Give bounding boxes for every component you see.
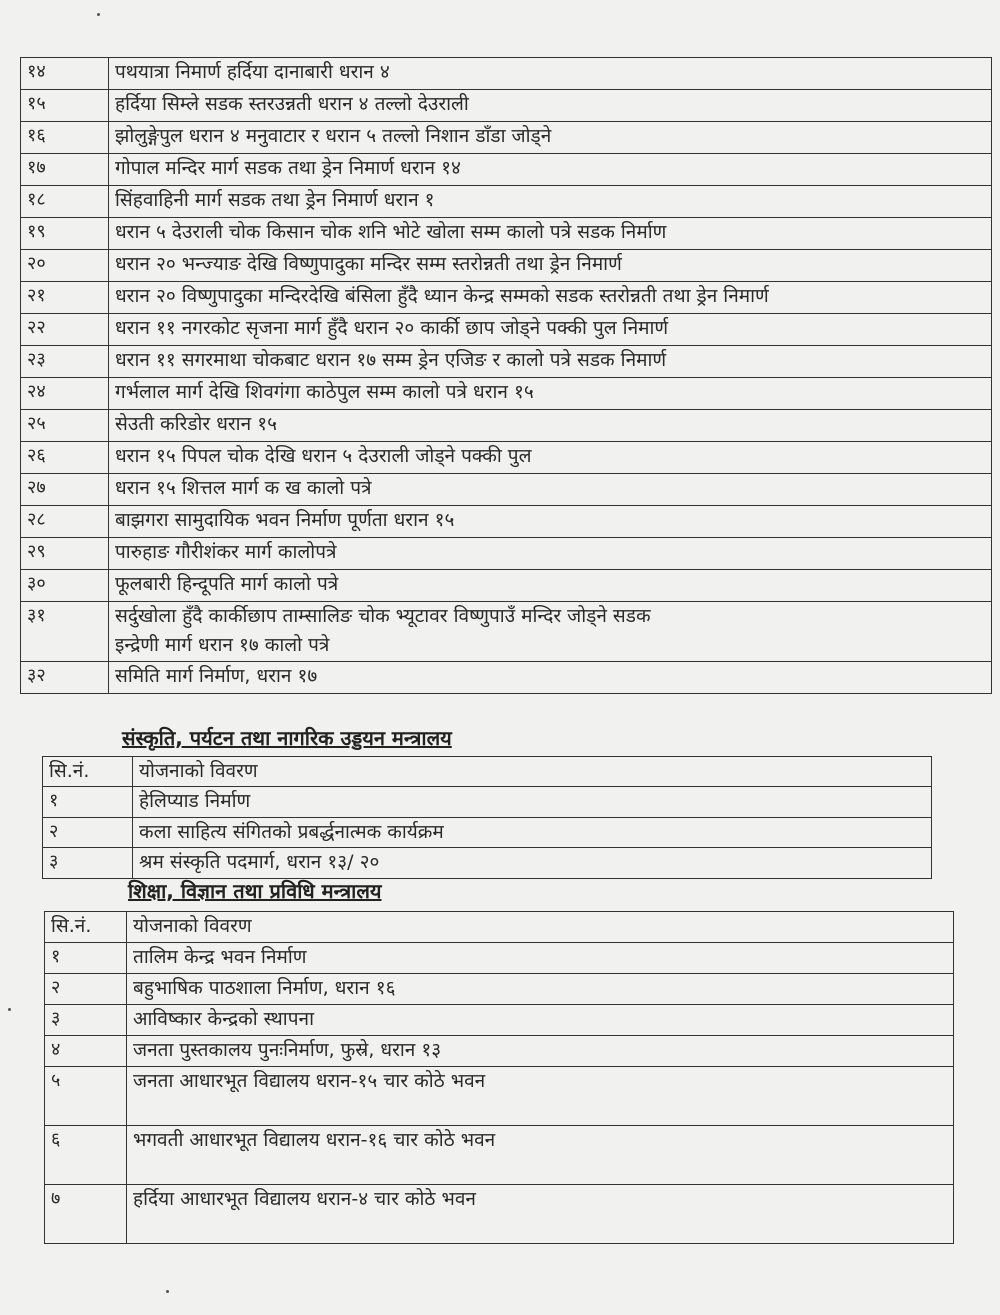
- description-line: पथयात्रा निमार्ण हर्दिया दानाबारी धरान ४: [115, 61, 390, 83]
- serial-number: २६: [21, 442, 109, 474]
- description-line: आविष्कार केन्द्रको स्थापना: [133, 1008, 314, 1030]
- project-description: [109, 506, 992, 538]
- table-row: [45, 1126, 954, 1185]
- project-description: [127, 1036, 954, 1067]
- project-description: [109, 122, 992, 154]
- description-line: हर्दिया सिम्ले सडक स्तरउन्नती धरान ४ तल्लो देउराली: [115, 93, 469, 115]
- serial-number: २१: [21, 282, 109, 314]
- project-description: [109, 661, 992, 693]
- serial-number: ३: [45, 1005, 127, 1036]
- project-description: [109, 602, 992, 662]
- table-row: [45, 974, 954, 1005]
- project-description: [109, 378, 992, 410]
- serial-number: ३: [43, 848, 133, 878]
- serial-number: १६: [21, 122, 109, 154]
- table-row: [21, 282, 992, 314]
- serial-number: १९: [21, 218, 109, 250]
- description-line: समिति मार्ग निर्माण, धरान १७: [115, 664, 318, 687]
- project-description: [127, 1005, 954, 1036]
- serial-number: १४: [21, 58, 109, 90]
- table-row: [21, 661, 992, 693]
- serial-number: १५: [21, 90, 109, 122]
- description-line: गोपाल मन्दिर मार्ग सडक तथा ड्रेन निमार्ण धरान १४: [115, 157, 461, 179]
- project-description: [109, 538, 992, 570]
- serial-number: १: [45, 943, 127, 974]
- education-projects-table: [44, 911, 954, 1244]
- table-header-row: [43, 757, 932, 787]
- description-line: धरान २० भन्ज्याङ देखि विष्णुपादुका मन्दिर सम्म स्तरोन्नती तथा ड्रेन निमार्ण: [115, 253, 622, 275]
- description-line: गर्भलाल मार्ग देखि शिवगंगा काठेपुल सम्म कालो पत्रे धरान १५: [115, 381, 534, 403]
- description-line: जनता आधारभूत विद्यालय धरान-१५ चार कोठे भवन: [133, 1070, 486, 1092]
- project-description: [127, 1067, 954, 1126]
- description-line: पारुहाङ गौरीशंकर मार्ग कालोपत्रे: [115, 541, 337, 563]
- project-description: [127, 1126, 954, 1185]
- project-description: [127, 974, 954, 1005]
- header-serial-number: सि.नं.: [45, 912, 127, 943]
- project-description: [109, 250, 992, 282]
- serial-number: २: [43, 817, 133, 847]
- culture-projects-table: [42, 756, 932, 879]
- speck-mark: [97, 13, 100, 16]
- serial-number: २३: [21, 346, 109, 378]
- description-line: हर्दिया आधारभूत विद्यालय धरान-४ चार कोठे भवन: [133, 1188, 476, 1210]
- roads-table: [20, 57, 992, 694]
- project-description: [127, 943, 954, 974]
- project-description: [109, 186, 992, 218]
- serial-number: २८: [21, 506, 109, 538]
- description-line: जनता पुस्तकालय पुनःनिर्माण, फुस्रे, धरान १३: [133, 1039, 442, 1061]
- table-row: [43, 787, 932, 817]
- speck-mark: [8, 1008, 11, 1011]
- header-project-description: योजनाको विवरण: [133, 757, 932, 787]
- table-header-row: [45, 912, 954, 943]
- serial-number: २०: [21, 250, 109, 282]
- project-description: [133, 787, 932, 817]
- table-row: [21, 314, 992, 346]
- header-serial-number: सि.नं.: [43, 757, 133, 787]
- project-description: [127, 1185, 954, 1244]
- table-row: [21, 58, 992, 90]
- project-description: [109, 346, 992, 378]
- serial-number: १८: [21, 186, 109, 218]
- table-row: [21, 538, 992, 570]
- description-line: धरान ५ देउराली चोक किसान चोक शनि भोटे खोला सम्म कालो पत्रे सडक निर्माण: [115, 221, 667, 243]
- serial-number: ३१: [21, 602, 109, 662]
- table-row: [43, 848, 932, 878]
- project-description: [109, 570, 992, 602]
- description-line: झोलुङ्गेपुल धरान ४ मनुवाटार र धरान ५ तल्लो निशान डाँडा जोड्ने: [115, 125, 552, 147]
- description-line: धरान २० विष्णुपादुका मन्दिरदेखि बंसिला हुँदै ध्यान केन्द्र सम्मको सडक स्तरोन्नती तथा ड्रेन निमार्ण: [115, 285, 769, 307]
- description-line: श्रम संस्कृति पदमार्ग, धरान १३/ २०: [139, 851, 380, 874]
- project-description: [109, 58, 992, 90]
- project-description: [109, 90, 992, 122]
- description-line: हेलिप्याड निर्माण: [139, 790, 251, 813]
- table-row: [21, 90, 992, 122]
- description-line: धरान ११ नगरकोट सृजना मार्ग हुँदै धरान २० कार्की छाप जोड्ने पक्की पुल निमार्ण: [115, 317, 669, 339]
- project-description: [133, 817, 932, 847]
- description-line: धरान ११ सगरमाथा चोकबाट धरान १७ सम्म ड्रेन एजिङ र कालो पत्रे सडक निमार्ण: [115, 349, 667, 371]
- table-row: [43, 817, 932, 847]
- serial-number: ३०: [21, 570, 109, 602]
- education-ministry-heading: शिक्षा, विज्ञान तथा प्रविधि मन्त्रालय: [128, 879, 382, 903]
- culture-ministry-heading: संस्कृति, पर्यटन तथा नागरिक उड्डयन मन्त्रालय: [122, 726, 452, 750]
- description-line: भगवती आधारभूत विद्यालय धरान-१६ चार कोठे भवन: [133, 1129, 496, 1151]
- serial-number: ४: [45, 1036, 127, 1067]
- project-description: [109, 410, 992, 442]
- serial-number: ६: [45, 1126, 127, 1185]
- table-row: [21, 346, 992, 378]
- table-row: [45, 1036, 954, 1067]
- serial-number: १: [43, 787, 133, 817]
- project-description: [109, 154, 992, 186]
- project-description: [109, 474, 992, 506]
- table-row: [45, 1005, 954, 1036]
- description-line: बहुभाषिक पाठशाला निर्माण, धरान १६: [133, 977, 396, 999]
- description-line: बाझगरा सामुदायिक भवन निर्माण पूर्णता धरान १५: [115, 509, 455, 531]
- description-line: कला साहित्य संगितको प्रबर्द्धनात्मक कार्यक्रम: [139, 820, 444, 843]
- serial-number: ७: [45, 1185, 127, 1244]
- description-line: इन्द्रेणी मार्ग धरान १७ कालो पत्रे: [115, 634, 330, 657]
- table-row: [21, 570, 992, 602]
- serial-number: २४: [21, 378, 109, 410]
- description-line: सेउती करिडोर धरान १५: [115, 413, 277, 435]
- table-row: [45, 1185, 954, 1244]
- table-row: [21, 218, 992, 250]
- description-line: धरान १५ शित्तल मार्ग क ख कालो पत्रे: [115, 477, 372, 499]
- table-row: [45, 943, 954, 974]
- table-row: [21, 154, 992, 186]
- table-row: [21, 474, 992, 506]
- table-row: [21, 442, 992, 474]
- project-description: [133, 848, 932, 878]
- table-row: [45, 1067, 954, 1126]
- serial-number: २: [45, 974, 127, 1005]
- table-row: [21, 506, 992, 538]
- description-line: धरान १५ पिपल चोक देखि धरान ५ देउराली जोड्ने पक्की पुल: [115, 445, 532, 467]
- table-row: [21, 186, 992, 218]
- serial-number: २५: [21, 410, 109, 442]
- project-description: [109, 218, 992, 250]
- project-description: [109, 282, 992, 314]
- table-row: [21, 410, 992, 442]
- serial-number: २७: [21, 474, 109, 506]
- speck-mark: [166, 1290, 169, 1293]
- project-description: [109, 442, 992, 474]
- table-row: [21, 122, 992, 154]
- table-row: [21, 602, 992, 662]
- description-line: तालिम केन्द्र भवन निर्माण: [133, 946, 307, 968]
- header-project-description: योजनाको विवरण: [127, 912, 954, 943]
- description-line: फूलबारी हिन्दूपति मार्ग कालो पत्रे: [115, 573, 339, 595]
- table-row: [21, 378, 992, 410]
- serial-number: १७: [21, 154, 109, 186]
- description-line: सर्दुखोला हुँदै कार्कीछाप ताम्सालिङ चोक भ्यूटावर विष्णुपाउँ मन्दिर जोड्ने सडक: [115, 605, 651, 627]
- serial-number: ३२: [21, 661, 109, 693]
- description-line: सिंहवाहिनी मार्ग सडक तथा ड्रेन निमार्ण धरान १: [115, 189, 435, 211]
- project-description: [109, 314, 992, 346]
- serial-number: ५: [45, 1067, 127, 1126]
- table-row: [21, 250, 992, 282]
- serial-number: २२: [21, 314, 109, 346]
- serial-number: २९: [21, 538, 109, 570]
